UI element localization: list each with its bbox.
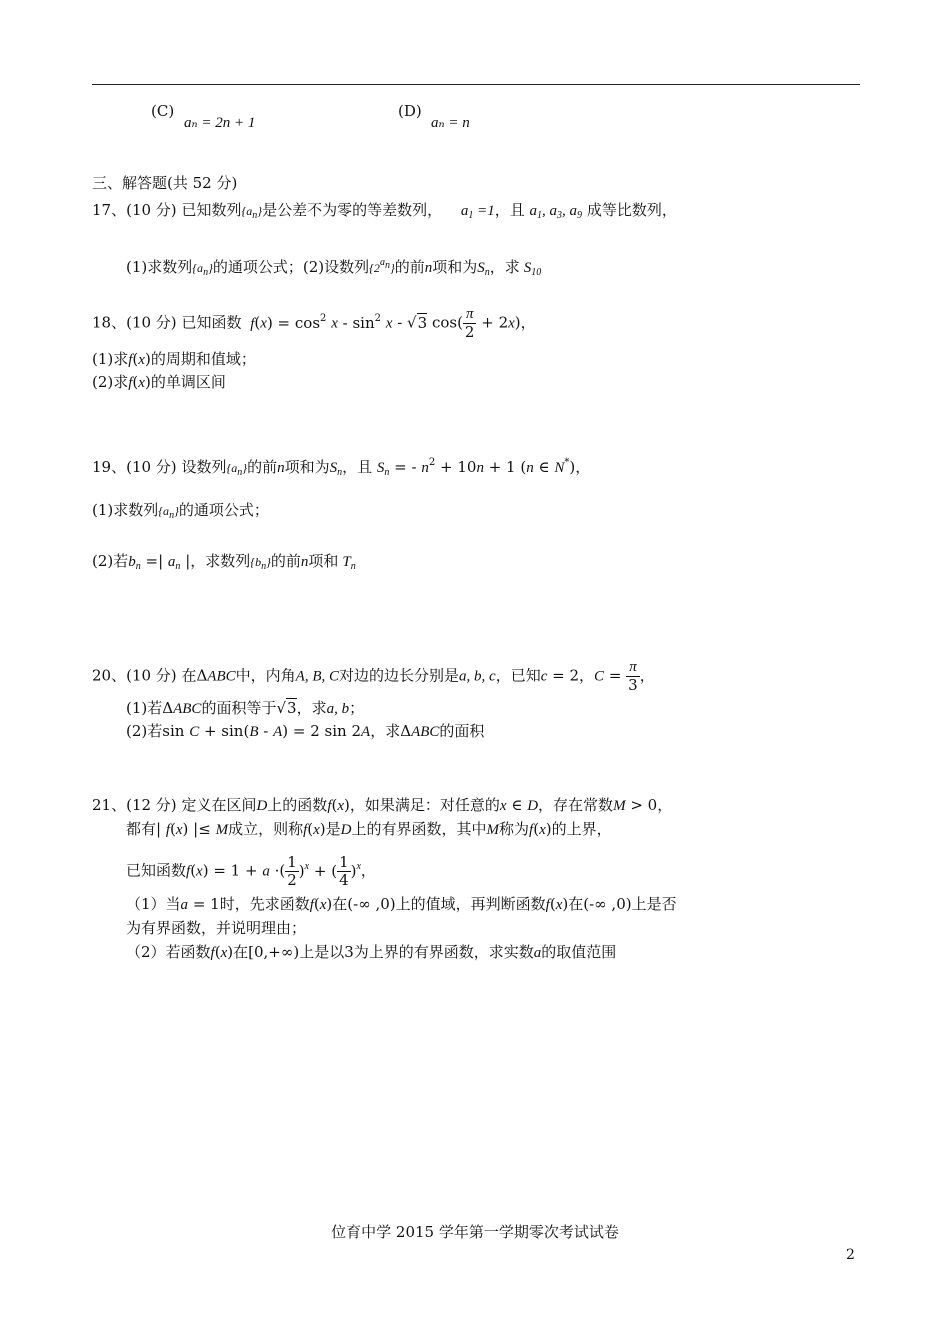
section-title: 三、解答题(共 52 分)	[92, 174, 238, 192]
q17-label: 17、(10 分)	[92, 201, 177, 219]
q17-part1: (1)求数列$\{a_n\}$的通项公式；(2)设数列$\{2^{a_n}\}$的前n项和为$S_n$，求 $S_{10}$	[126, 257, 542, 278]
q21-part1-cont: 为有界函数，并说明理由；	[126, 919, 307, 937]
q19-part2: (2)若$b_n$ =| $a_n$ |，求数列$\{b_n\}$的前n项和 $T_n$	[92, 552, 356, 572]
option-c-label: (C)	[151, 102, 175, 120]
q21-part2: （2）若函数f(x)在[0,+∞)上是以3为上界的有界函数，求实数a的取值范围	[126, 943, 617, 961]
option-d-label: (D)	[398, 102, 422, 120]
q19-line1: 19、(10 分) 设数列$\{a_n\}$的前n项和为$S_n$，且 $S_n$ = - $n^2 + 10n + 1$ (n ∈ N*)，	[92, 457, 591, 478]
q21-part1: （1）当a = 1时，先求函数f(x)在(-∞ ,0)上的值域，再判断函数f(x)在(-∞ ,0)上是否	[126, 895, 677, 913]
q18-part1: (1)求f(x)的周期和值域；	[92, 350, 256, 368]
header-rule	[92, 84, 860, 85]
q19-part1: (1)求数列$\{a_n\}$的通项公式；	[92, 501, 269, 521]
option-c-expr: aₙ = 2n + 1	[184, 115, 256, 131]
q19-label: 19、(10 分)	[92, 458, 177, 476]
q18-label: 18、(10 分)	[92, 313, 177, 332]
q21-label: 21、(12 分)	[92, 796, 177, 814]
q18-part2: (2)求f(x)的单调区间	[92, 373, 226, 391]
q21-line1: 21、(12 分) 定义在区间D上的函数f(x)，如果满足：对任意的x ∈ D，存在常数M > 0，	[92, 796, 673, 814]
option-d-expr: aₙ = n	[431, 115, 470, 131]
q20-line1: 20、(10 分) 在ΔABC中，内角A, B, C对边的边长分别是a, b, c，已知c = 2，C = $\frac{\pi}{3}$ ，	[92, 659, 655, 694]
q20-part2: (2)若sin C + sin(B - A) = 2 sin 2A，求ΔABC的面积	[126, 722, 485, 740]
q20-label: 20、(10 分)	[92, 666, 177, 685]
q21-line2: 都有| f(x) |≤ M成立，则称f(x)是D上的有界函数，其中M称为f(x)的上界，	[126, 820, 612, 838]
q21-line3: 已知函数f(x) = 1 + a ·( $\frac{1}{2}$ )$^x$ + ( $\frac{1}{4}$ )$^x$，	[126, 853, 376, 889]
page-number: 2	[846, 1247, 855, 1263]
q20-part1: (1)若ΔABC的面积等于√3，求a, b；	[126, 699, 365, 717]
q18-line1: 18、(10 分) 已知函数 $f(x) = \cos^2 x - \sin^2 x - √3$ cos( $\frac{\pi}{2}$ + 2x)，	[92, 306, 536, 341]
footer-title: 位育中学 2015 学年第一学期零次考试试卷	[331, 1223, 619, 1241]
q17-line1: 17、(10 分) 已知数列$\{a_n\}$是公差不为零的等差数列， $a_1 =1$，且 $a_1$, $a_3$, $a_9$ 成等比数列，	[92, 201, 677, 221]
